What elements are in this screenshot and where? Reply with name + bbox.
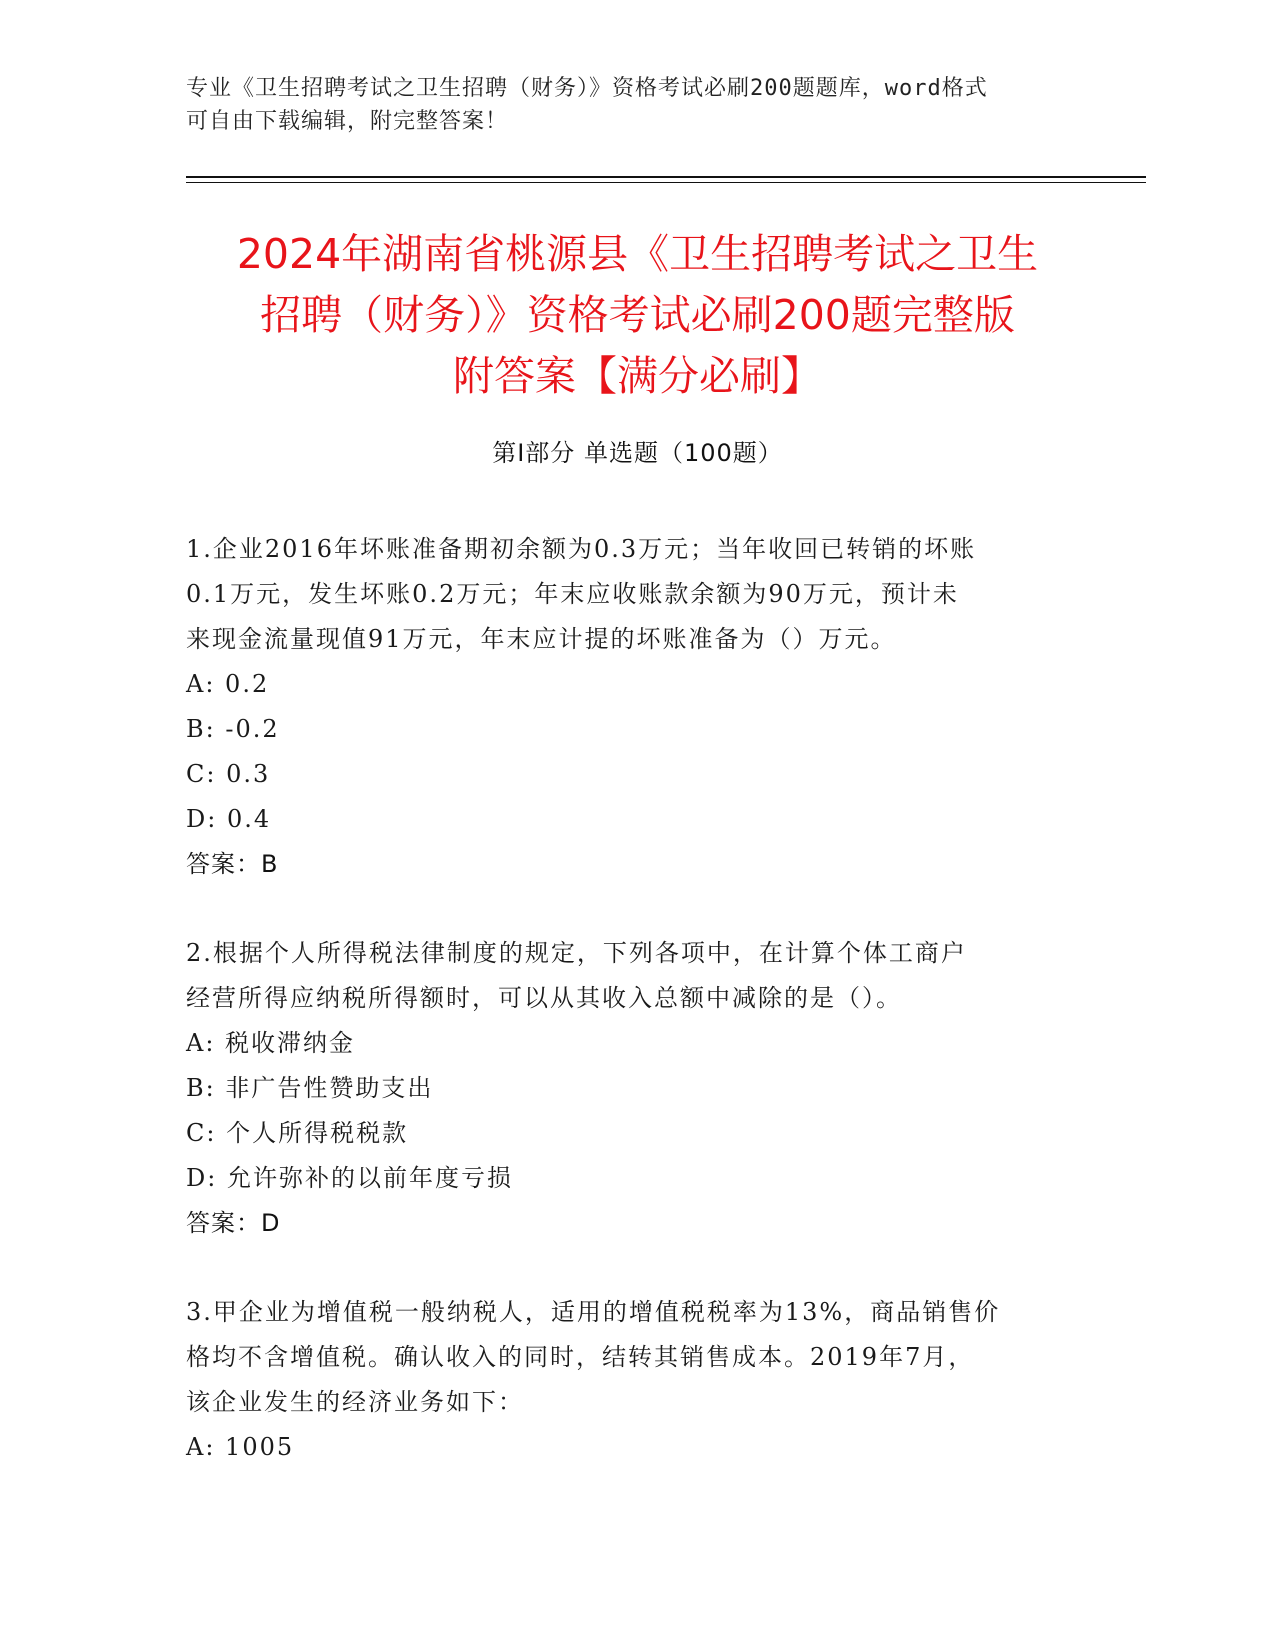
question-text-line: 1.企业2016年坏账准备期初余额为0.3万元；当年收回已转销的坏账 <box>186 535 977 563</box>
question-text <box>186 1290 1086 1425</box>
option-a: A: 0.2 <box>186 670 270 698</box>
question-text-line: 0.1万元，发生坏账0.2万元；年末应收账款余额为90万元，预计未 <box>186 580 959 608</box>
answer: 答案：D <box>186 1209 281 1237</box>
document-title-line-1: 2024年湖南省桃源县《卫生招聘考试之卫生 <box>236 230 1039 278</box>
question-text-line: 2.根据个人所得税法律制度的规定，下列各项中，在计算个体工商户 <box>186 939 967 967</box>
question-text <box>186 527 1086 662</box>
option-c: C: 个人所得税税款 <box>186 1119 409 1147</box>
option-d: D: 允许弥补的以前年度亏损 <box>186 1164 513 1192</box>
header-note <box>186 72 1086 138</box>
question-text <box>186 931 1086 1021</box>
header-rule-thick <box>186 176 1146 178</box>
document-title <box>150 224 1125 407</box>
option-b: B: -0.2 <box>186 715 280 743</box>
question-text-line: 格均不含增值税。确认收入的同时，结转其销售成本。2019年7月， <box>186 1343 975 1371</box>
option-a: A: 1005 <box>186 1433 295 1461</box>
header-rule-thin <box>186 182 1146 183</box>
question-1 <box>186 527 1086 887</box>
question-text-line: 该企业发生的经济业务如下： <box>186 1388 524 1416</box>
question-text-line: 经营所得应纳税所得额时，可以从其收入总额中减除的是（）。 <box>186 984 902 1012</box>
question-text-line: 3.甲企业为增值税一般纳税人，适用的增值税税率为13%，商品销售价 <box>186 1298 1001 1326</box>
question-text-line: 来现金流量现值91万元，年末应计提的坏账准备为（）万元。 <box>186 625 897 653</box>
document-title-line-3: 附答案【满分必刷】 <box>453 352 822 400</box>
section-heading: 第Ⅰ部分 单选题（100题） <box>492 439 783 467</box>
header-note-line-2: 可自由下载编辑，附完整答案！ <box>186 109 509 134</box>
answer: 答案：B <box>186 850 279 878</box>
header-note-line-1: 专业《卫生招聘考试之卫生招聘（财务）》资格考试必刷200题题库，word格式 <box>186 76 988 101</box>
option-b: B: 非广告性赞助支出 <box>186 1074 434 1102</box>
option-a: A: 税收滞纳金 <box>186 1029 356 1057</box>
option-d: D: 0.4 <box>186 805 272 833</box>
question-3 <box>186 1290 1086 1470</box>
option-c: C: 0.3 <box>186 760 271 788</box>
question-list <box>186 527 1086 1514</box>
question-2 <box>186 931 1086 1246</box>
document-title-line-2: 招聘（财务）》资格考试必刷200题完整版 <box>260 291 1015 339</box>
